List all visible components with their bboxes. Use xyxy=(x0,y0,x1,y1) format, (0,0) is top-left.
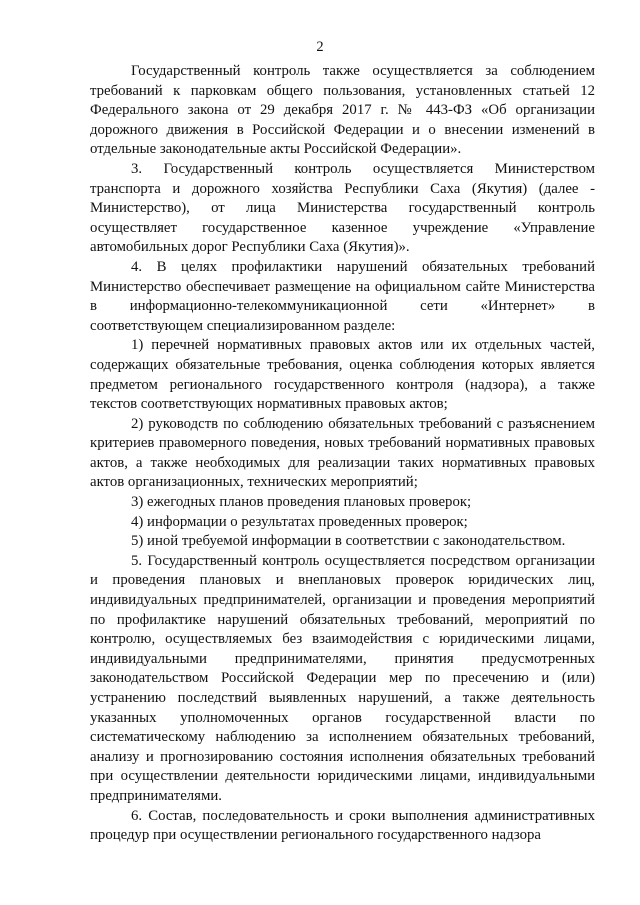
paragraph-4-prevention: 4. В целях профилактики нарушений обязательных требований Министерство обеспечивает размещение на официальном сайте Министерства в информационно-телекоммуникационной сети «Интернет» в соответствующем специализированном разделе: xyxy=(90,258,595,334)
list-item-1-legal-acts: 1) перечней нормативных правовых актов или их отдельных частей, содержащих обязательные требования, оценка соблюдения которых является предметом регионального государственного контроля (надзора), а также текстов соответствующих нормативных правовых актов; xyxy=(90,337,595,413)
paragraph-6-procedures: 6. Состав, последовательность и сроки выполнения административных процедур при осуществлении регионального государственного надзора xyxy=(90,807,595,844)
page-number: 2 xyxy=(316,39,324,55)
list-item-3-plans: 3) ежегодных планов проведения плановых проверок; xyxy=(131,494,472,511)
paragraph-3-ministry: 3. Государственный контроль осуществляется Министерством транспорта и дорожного хозяйства Республики Саха (Якутия) (далее - Министерство), от лица Министерства государственный контроль осуществляет государственное казенное учреждение «Управление автомобильных дорог Республики Саха (Якутия)». xyxy=(90,160,595,256)
list-item-2-guides: 2) руководств по соблюдению обязательных требований с разъяснением критериев правомерного поведения, новых требований нормативных правовых актов, а также необходимых для реализации таких нормативных правовых актов организационных, технических мероприятий; xyxy=(90,415,595,491)
list-item-5-other-info: 5) иной требуемой информации в соответствии с законодательством. xyxy=(131,533,566,550)
list-item-4-results: 4) информации о результатах проведенных проверок; xyxy=(131,513,468,530)
paragraph-parking-control: Государственный контроль также осуществляется за соблюдением требований к парковкам общего пользования, установленных статьей 12 Федерального закона от 29 декабря 2017 г. № 443-ФЗ «Об организации дорожного движения в Российской Федерации и о внесении изменений в отдельные законодательные акты Российской Федерации». xyxy=(90,63,595,158)
paragraph-5-inspections: 5. Государственный контроль осуществляется посредством организации и проведения плановых и внеплановых проверок юридических лиц, индивидуальных предпринимателей, организации и проведения мероприятий по профилактике нарушений обязательных требований, мероприятий по контролю, осуществляемых без взаимодействия с юридическими лицами, индивидуальными предпринимателями, принятия предусмотренных законодательством Российской Федерации мер по пресечению и (или) устранению последствий выявленных нарушений, а также деятельность указанных уполномоченных органов государственной власти по систематическому наблюдению за исполнением обязательных требований, анализу и прогнозированию состояния исполнения обязательных требований при осуществлении деятельности юридическими лицами, индивидуальными предпринимателями. xyxy=(90,552,595,804)
document-body xyxy=(90,62,595,846)
